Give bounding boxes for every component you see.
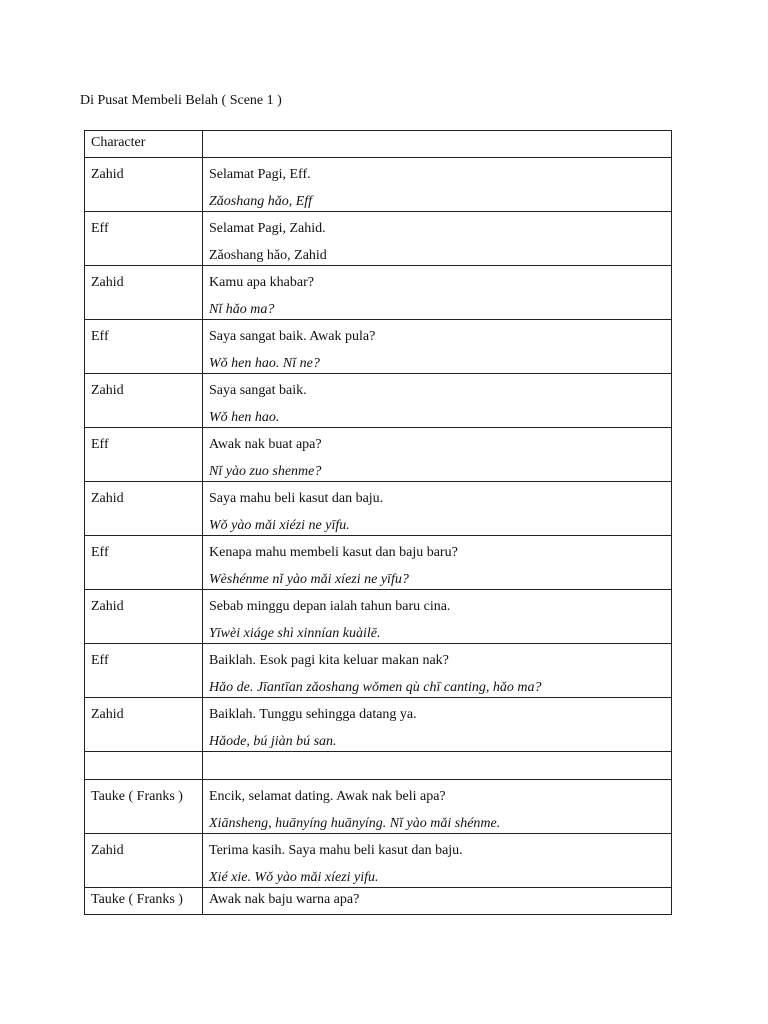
empty-row: [85, 752, 672, 780]
malay-line: Baiklah. Esok pagi kita keluar makan nak?: [209, 653, 449, 668]
character-cell: Eff: [85, 428, 203, 482]
malay-line: Encik, selamat dating. Awak nak beli apa?: [209, 789, 446, 804]
dialogue-cell: [203, 698, 672, 752]
table-row: [85, 212, 672, 266]
table-row: [85, 374, 672, 428]
malay-line: Baiklah. Tunggu sehingga datang ya.: [209, 707, 417, 722]
empty-cell: [203, 752, 672, 780]
pinyin-line: Hǎode, bú jiàn bú san.: [209, 734, 337, 749]
dialogue-cell: [203, 644, 672, 698]
table-row: [85, 482, 672, 536]
malay-line: Selamat Pagi, Eff.: [209, 167, 311, 182]
character-cell: Zahid: [85, 266, 203, 320]
table-row: [85, 428, 672, 482]
malay-line: Kamu apa khabar?: [209, 275, 314, 290]
character-cell: Zahid: [85, 834, 203, 888]
script-table: [84, 130, 672, 915]
pinyin-line: Xié xie. Wǒ yào mǎi xíezi yifu.: [209, 870, 379, 885]
character-cell: Tauke ( Franks ): [85, 780, 203, 834]
character-cell: Zahid: [85, 698, 203, 752]
table-row: [85, 780, 672, 834]
dialogue-cell: Awak nak baju warna apa?: [203, 888, 672, 915]
pinyin-line: Nǐ hǎo ma?: [209, 302, 275, 317]
table-row: [85, 320, 672, 374]
table-row: [85, 834, 672, 888]
character-cell: Eff: [85, 536, 203, 590]
dialogue-cell: [203, 212, 672, 266]
pinyin-line: Yīwèi xiáge shì xinnían kuàilē.: [209, 626, 381, 641]
malay-line: Kenapa mahu membeli kasut dan baju baru?: [209, 545, 458, 560]
table-row: [85, 644, 672, 698]
table-row: [85, 158, 672, 212]
malay-line: Saya sangat baik.: [209, 383, 307, 398]
pinyin-line: Wǒ yào mǎi xiézi ne yīfu.: [209, 518, 350, 533]
pinyin-line: Zǎoshang hǎo, Eff: [209, 194, 313, 209]
dialogue-cell: [203, 320, 672, 374]
dialogue-cell: [203, 536, 672, 590]
character-cell: Tauke ( Franks ): [85, 888, 203, 915]
table-row: [85, 536, 672, 590]
dialogue-cell: [203, 428, 672, 482]
character-cell: Eff: [85, 212, 203, 266]
pinyin-line: Nǐ yào zuo shenme?: [209, 464, 322, 479]
character-cell: Zahid: [85, 590, 203, 644]
table-header-row: [85, 131, 672, 158]
empty-cell: [85, 752, 203, 780]
pinyin-line: Zǎoshang hǎo, Zahid: [209, 248, 327, 263]
dialogue-cell: [203, 374, 672, 428]
dialogue-cell: [203, 780, 672, 834]
character-cell: Zahid: [85, 374, 203, 428]
page-title: Di Pusat Membeli Belah ( Scene 1 ): [80, 93, 282, 108]
malay-line: Saya mahu beli kasut dan baju.: [209, 491, 384, 506]
malay-line: Sebab minggu depan ialah tahun baru cina.: [209, 599, 451, 614]
table-row: [85, 698, 672, 752]
character-cell: Eff: [85, 644, 203, 698]
malay-line: Saya sangat baik. Awak pula?: [209, 329, 376, 344]
header-character: Character: [85, 131, 203, 158]
character-cell: Eff: [85, 320, 203, 374]
dialogue-cell: [203, 158, 672, 212]
character-cell: Zahid: [85, 158, 203, 212]
dialogue-cell: [203, 834, 672, 888]
pinyin-line: Wèshénme nǐ yào mǎi xíezi ne yīfu?: [209, 572, 409, 587]
malay-line: Terima kasih. Saya mahu beli kasut dan baju.: [209, 843, 463, 858]
header-dialogue: [203, 131, 672, 158]
malay-line: Selamat Pagi, Zahid.: [209, 221, 326, 236]
dialogue-cell: [203, 482, 672, 536]
table-row: [85, 888, 672, 915]
malay-line: Awak nak buat apa?: [209, 437, 322, 452]
pinyin-line: Wǒ hen hao. Nǐ ne?: [209, 356, 320, 371]
character-cell: Zahid: [85, 482, 203, 536]
dialogue-cell: [203, 590, 672, 644]
pinyin-line: Xiānsheng, huānyíng huānyíng. Nǐ yào mǎi shénme.: [209, 816, 501, 831]
pinyin-line: Wǒ hen hao.: [209, 410, 280, 425]
table-row: [85, 590, 672, 644]
dialogue-cell: [203, 266, 672, 320]
table-row: [85, 266, 672, 320]
pinyin-line: Hǎo de. Jīantīan zǎoshang wǒmen qù chī canting, hǎo ma?: [209, 680, 542, 695]
